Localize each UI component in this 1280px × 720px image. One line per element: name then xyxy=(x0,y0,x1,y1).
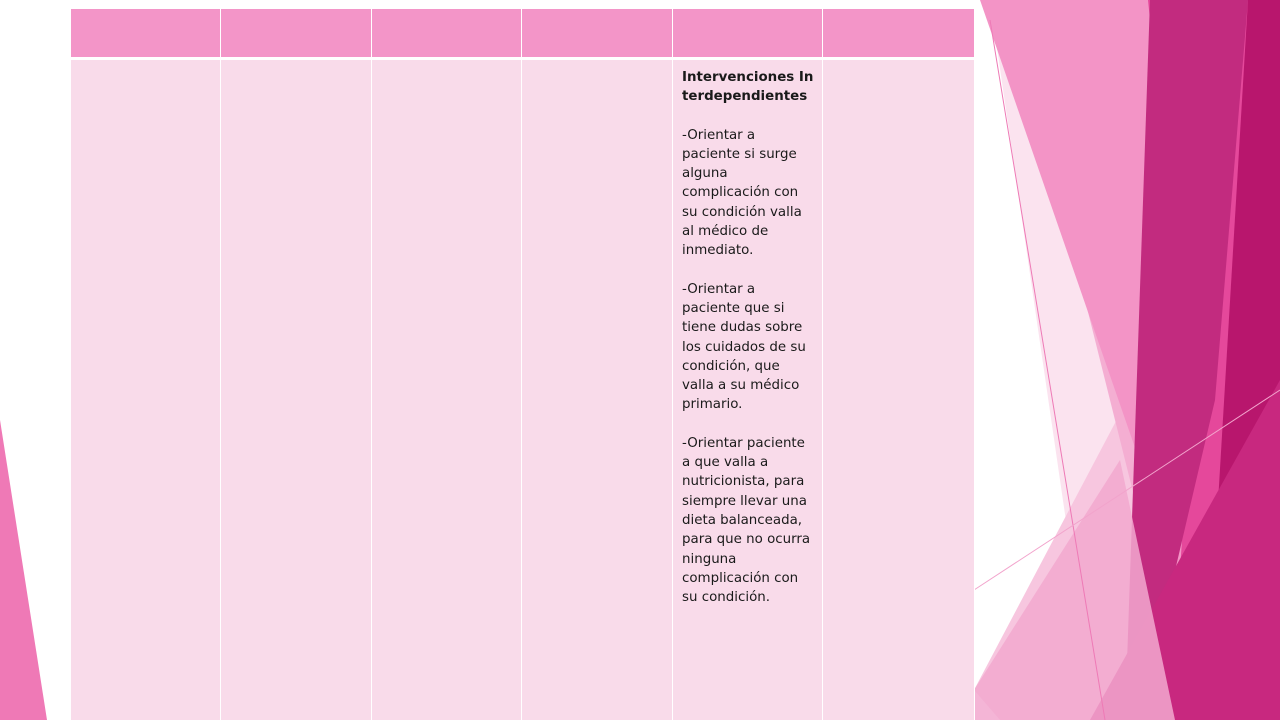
body-cell-interventions xyxy=(673,59,823,720)
left-accent-facet xyxy=(0,420,47,720)
body-cell-3 xyxy=(372,59,522,720)
header-cell-4 xyxy=(522,9,673,59)
header-cell-5 xyxy=(673,9,823,59)
body-cell-6 xyxy=(823,59,975,720)
header-cell-6 xyxy=(823,9,975,59)
intervention-item-1: -Orientar a paciente si surge alguna complicación con su condición valla al médico de inmediato. xyxy=(682,127,802,259)
care-plan-table xyxy=(70,8,975,720)
table-header-row xyxy=(71,9,975,59)
interventions-content xyxy=(673,60,822,607)
body-cell-2 xyxy=(221,59,372,720)
intervention-item-3: -Orientar paciente a que valla a nutricionista, para siempre llevar una dieta balanceada, para que no ocurra ninguna complicación con su condición. xyxy=(682,435,811,606)
header-cell-3 xyxy=(372,9,522,59)
intervention-item-2: -Orientar a paciente que si tiene dudas sobre los cuidados de su condición, que valla a su médico primario. xyxy=(682,281,806,413)
body-cell-4 xyxy=(522,59,673,720)
body-cell-1 xyxy=(71,59,221,720)
header-cell-2 xyxy=(221,9,372,59)
header-cell-1 xyxy=(71,9,221,59)
interventions-heading: Intervenciones Interdependientes xyxy=(682,70,814,105)
table-body-row xyxy=(71,59,975,720)
